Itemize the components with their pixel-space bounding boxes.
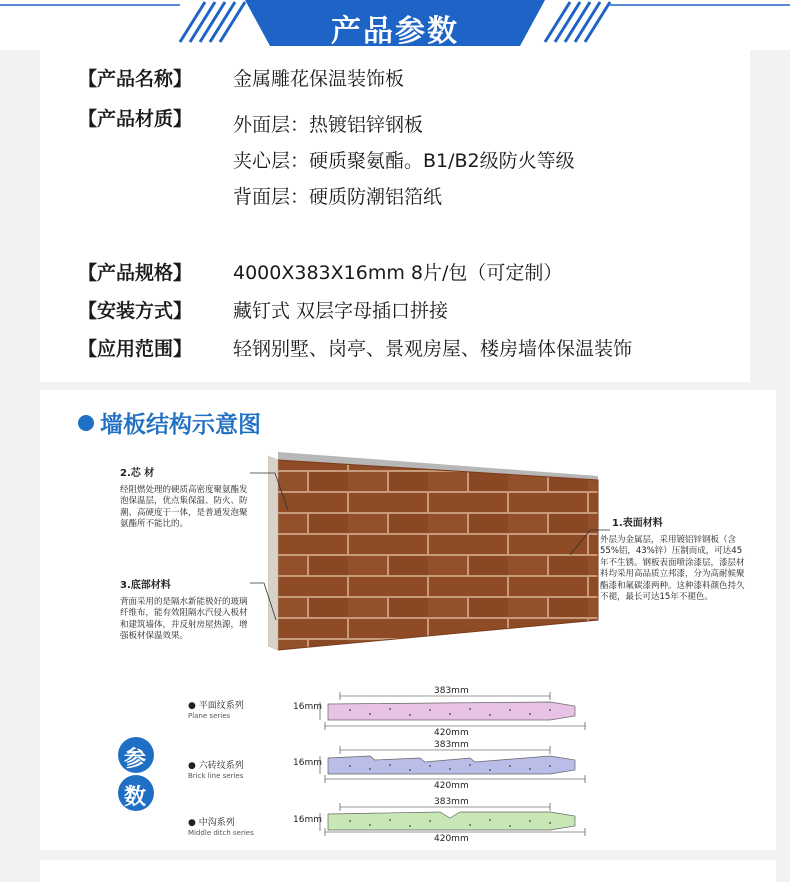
- page-title: 产品参数: [331, 14, 459, 49]
- install-value: 藏钉式 双层字母插口拼接: [233, 300, 449, 322]
- profile-name-3: ● 中沟系列 Middle ditch series: [188, 818, 254, 837]
- profile-drawings: [40, 390, 776, 850]
- spec-label: 【产品规格】: [78, 262, 193, 284]
- note-base-text: 背面采用的是隔水新能极好的玻璃纤维布，能有效阻隔水汽侵入板材和建筑墙体，并反射房屋热源，增强板材保温效果。: [120, 596, 248, 641]
- header-banner: [0, 0, 790, 50]
- note-core-text: 经阻燃处理的硬质高密度聚氨酯发泡保温层，优点集保温、防火、防潮、高硬度于一体，是普通发泡聚氨酯所不能比的。: [120, 484, 248, 529]
- note-core-title: 2.芯 材: [120, 468, 155, 479]
- material-outer: 外面层：热镀铝锌钢板: [233, 114, 424, 136]
- material-label: 【产品材质】: [78, 108, 193, 130]
- profile-total-1: 420mm: [434, 728, 469, 738]
- profile-name-2: ● 六砖纹系列 Brick line series: [188, 761, 244, 780]
- note-base-title: 3.底部材料: [120, 580, 171, 591]
- application-value: 轻钢别墅、岗亭、景观房屋、楼房墙体保温装饰: [233, 338, 633, 360]
- profile-thickness-3: 16mm: [293, 815, 322, 825]
- install-label: 【安装方式】: [78, 300, 193, 322]
- profile-name-en: Middle ditch series: [188, 829, 254, 837]
- material-core: 夹心层：硬质聚氨酯。B1/B2级防火等级: [233, 150, 575, 172]
- profile-total-2: 420mm: [434, 781, 469, 791]
- note-surface-title: 1.表面材料: [612, 518, 663, 529]
- profile-total-3: 420mm: [434, 834, 469, 844]
- section-title: 墙板结构示意图: [100, 412, 261, 438]
- spec-value: 4000X383X16mm 8片/包（可定制）: [233, 262, 563, 284]
- profile-width-2: 383mm: [434, 740, 469, 750]
- profile-name-text: 中沟系列: [198, 818, 235, 828]
- profile-name-text: 平面纹系列: [198, 701, 244, 711]
- name-label: 【产品名称】: [78, 68, 193, 90]
- name-value: 金属雕花保温装饰板: [233, 68, 405, 90]
- material-back: 背面层：硬质防潮铝箔纸: [233, 186, 443, 208]
- profile-width-1: 383mm: [434, 686, 469, 696]
- application-label: 【应用范围】: [78, 338, 193, 360]
- profile-thickness-1: 16mm: [293, 702, 322, 712]
- profile-name-text: 六砖纹系列: [198, 761, 244, 771]
- params-panel: [40, 50, 750, 382]
- badge-char-2: 数: [124, 785, 147, 810]
- profile-name-en: Plane series: [188, 712, 231, 720]
- structure-panel: [40, 390, 776, 850]
- profile-name-en: Brick line series: [188, 772, 244, 780]
- bottom-strip: [40, 860, 776, 882]
- badge-char-1: 参: [124, 747, 147, 772]
- note-surface-text: 外层为金属层，采用镀铝锌钢板（含55%铝，43%锌）压制而成，可达45年不生锈。钢板表面喷涂漆层，漆层材料均采用高品质立邦漆，分为高耐候聚酯漆和氟碳漆两种。这种漆料颜色持久不褪，最长可达15年不褪色。: [600, 534, 745, 602]
- profile-width-3: 383mm: [434, 797, 469, 807]
- profile-thickness-2: 16mm: [293, 758, 322, 768]
- profile-name-1: ● 平面纹系列 Plane series: [188, 701, 244, 720]
